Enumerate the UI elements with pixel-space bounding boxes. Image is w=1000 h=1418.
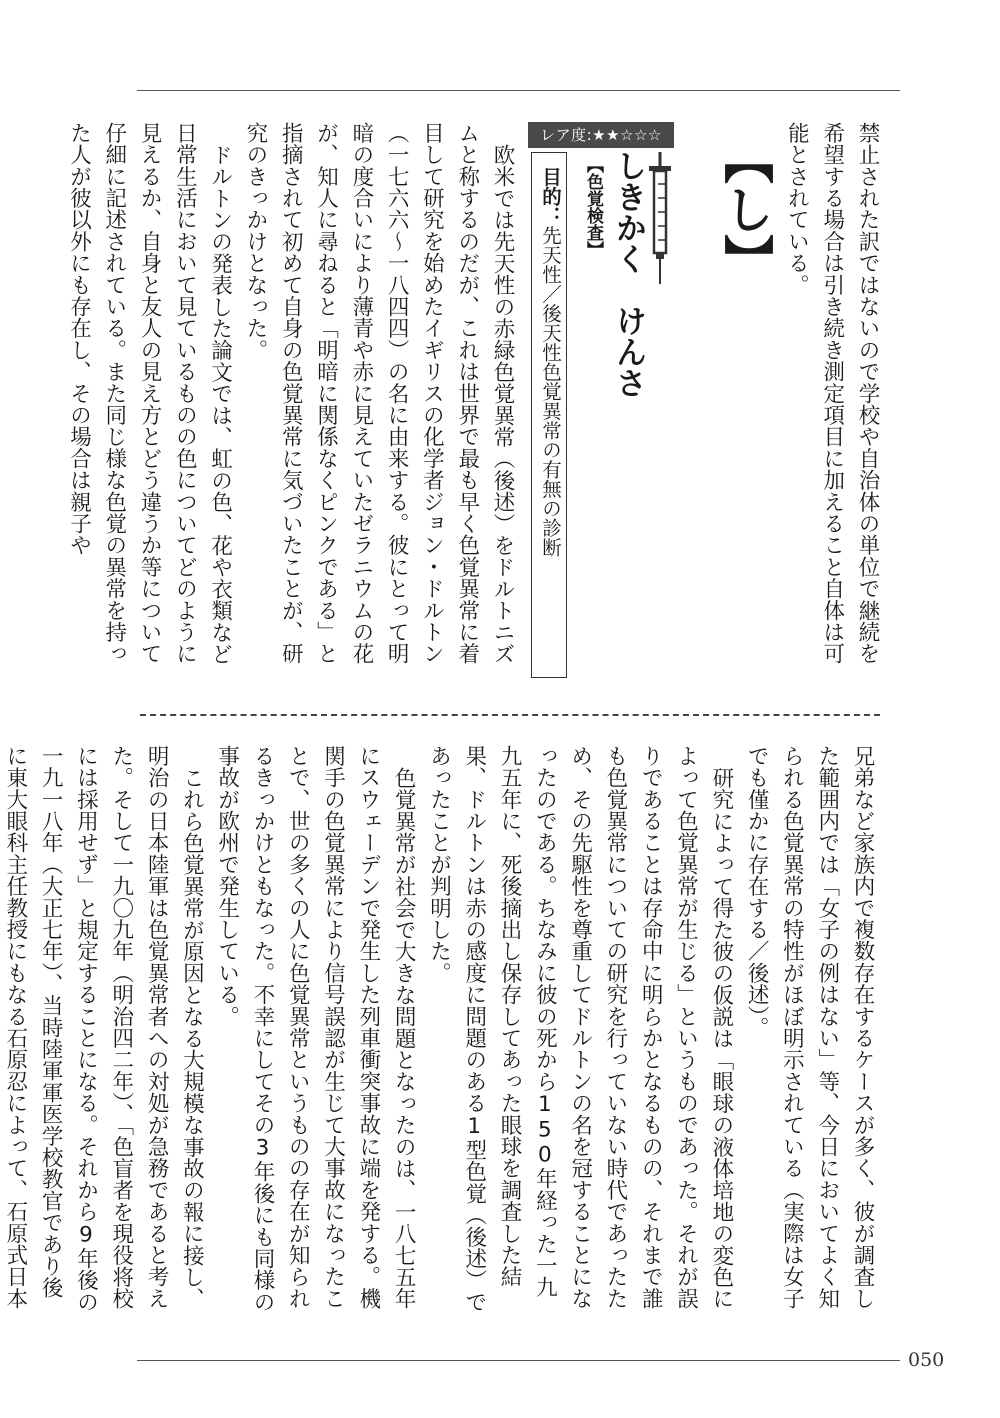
top-left-text — [66, 122, 520, 682]
page-number: 050 — [908, 1349, 945, 1371]
top-right-text — [784, 122, 885, 682]
purpose-label: 目的： — [539, 167, 562, 226]
paragraph: 禁止された訳ではないので学校や自治体の単位で継続を希望する場合は引き続き測定項目に加えること自体は可能とされている。 — [784, 122, 880, 665]
entry-kana-mark: 【し】 — [716, 134, 774, 284]
purpose-box — [531, 152, 567, 678]
rarity-badge: レア度:★★☆☆☆ — [528, 122, 674, 148]
dashed-divider — [140, 714, 880, 716]
bottom-rule — [137, 1360, 900, 1361]
paragraph: 色覚異常が社会で大きな問題となったのは、一八七五年にスウェーデンで発生した列車衝突事故に端を発する。機関手の色覚異常により信号誤認が生じて大事故になったことで、世の多くの人に色覚異常というものの存在が知られるきっかけともなった。不幸にしてその3年後にも同様の事故が欧州で発生している。 — [214, 745, 417, 1313]
entry-reading: しきかく けんさ — [610, 150, 646, 398]
entry-term: 【色覚検査】 — [583, 156, 603, 258]
paragraph: 研究によって得た彼の仮説は「眼球の液体培地の変色によって色覚異常が生じる」というものであった。それが誤りであることは存命中に明らかとなるものの、それまで誰も色覚異常についての研究を行っていない時代であったため、その先駆性を尊重してドルトンの名を冠することになったのである。ちなみに彼の死から150年経った一九九五年に、死後摘出し保存してあった眼球を調査した結果、ドルトンは赤の感度に問題のある1型色覚（後述）であったことが判明した。 — [426, 745, 734, 1313]
paragraph: 欧米では先天性の赤緑色覚異常（後述）をドルトニズムと称するのだが、これは世界で最も早く色覚異常に着目して研究を始めたイギリスの化学者ジョン・ドルトン（一七六六～一八四四）の名に由来する。彼にとって明暗の度合いにより薄青や赤に見えていたゼラニウムの花が、知人に尋ねると「明暗に関係なくピンクである」と指摘されて初めて自身の色覚異常に気づいたことが、研究のきっかけとなった。 — [242, 122, 515, 665]
paragraph: ドルトンの発表した論文では、虹の色、花や衣類など日常生活において見ているものの色についてどのように見えるか、自身と友人の見え方とどう違うか等について仔細に記述されている。また同じ様な色覚の異常を持った人が彼以外にも存在し、その場合は親子や — [66, 122, 233, 665]
bottom-text — [2, 745, 880, 1315]
purpose-text: 先天性／後天性色覚異常の有無の診断 — [539, 225, 562, 557]
paragraph: これら色覚異常が原因となる大規模な事故の報に接し、明治の日本陸軍は色覚異常者への対処が急務であると考えた。そして一九〇九年（明治四二年）、「色盲者を現役将校には採用せず」と規定することになる。それから9年後の一九一八年（大正七年）、当時陸軍軍医学校教官であり後に東大眼科主任教授にもなる石原忍によって、石原式日本 — [2, 745, 205, 1313]
top-rule — [137, 90, 900, 91]
paragraph: 兄弟など家族内で複数存在するケースが多く、彼が調査した範囲内では「女子の例はない」等、今日においてよく知られる色覚異常の特性がほぼ明示されている（実際は女子でも僅かに存在する／後述）。 — [744, 745, 875, 1310]
